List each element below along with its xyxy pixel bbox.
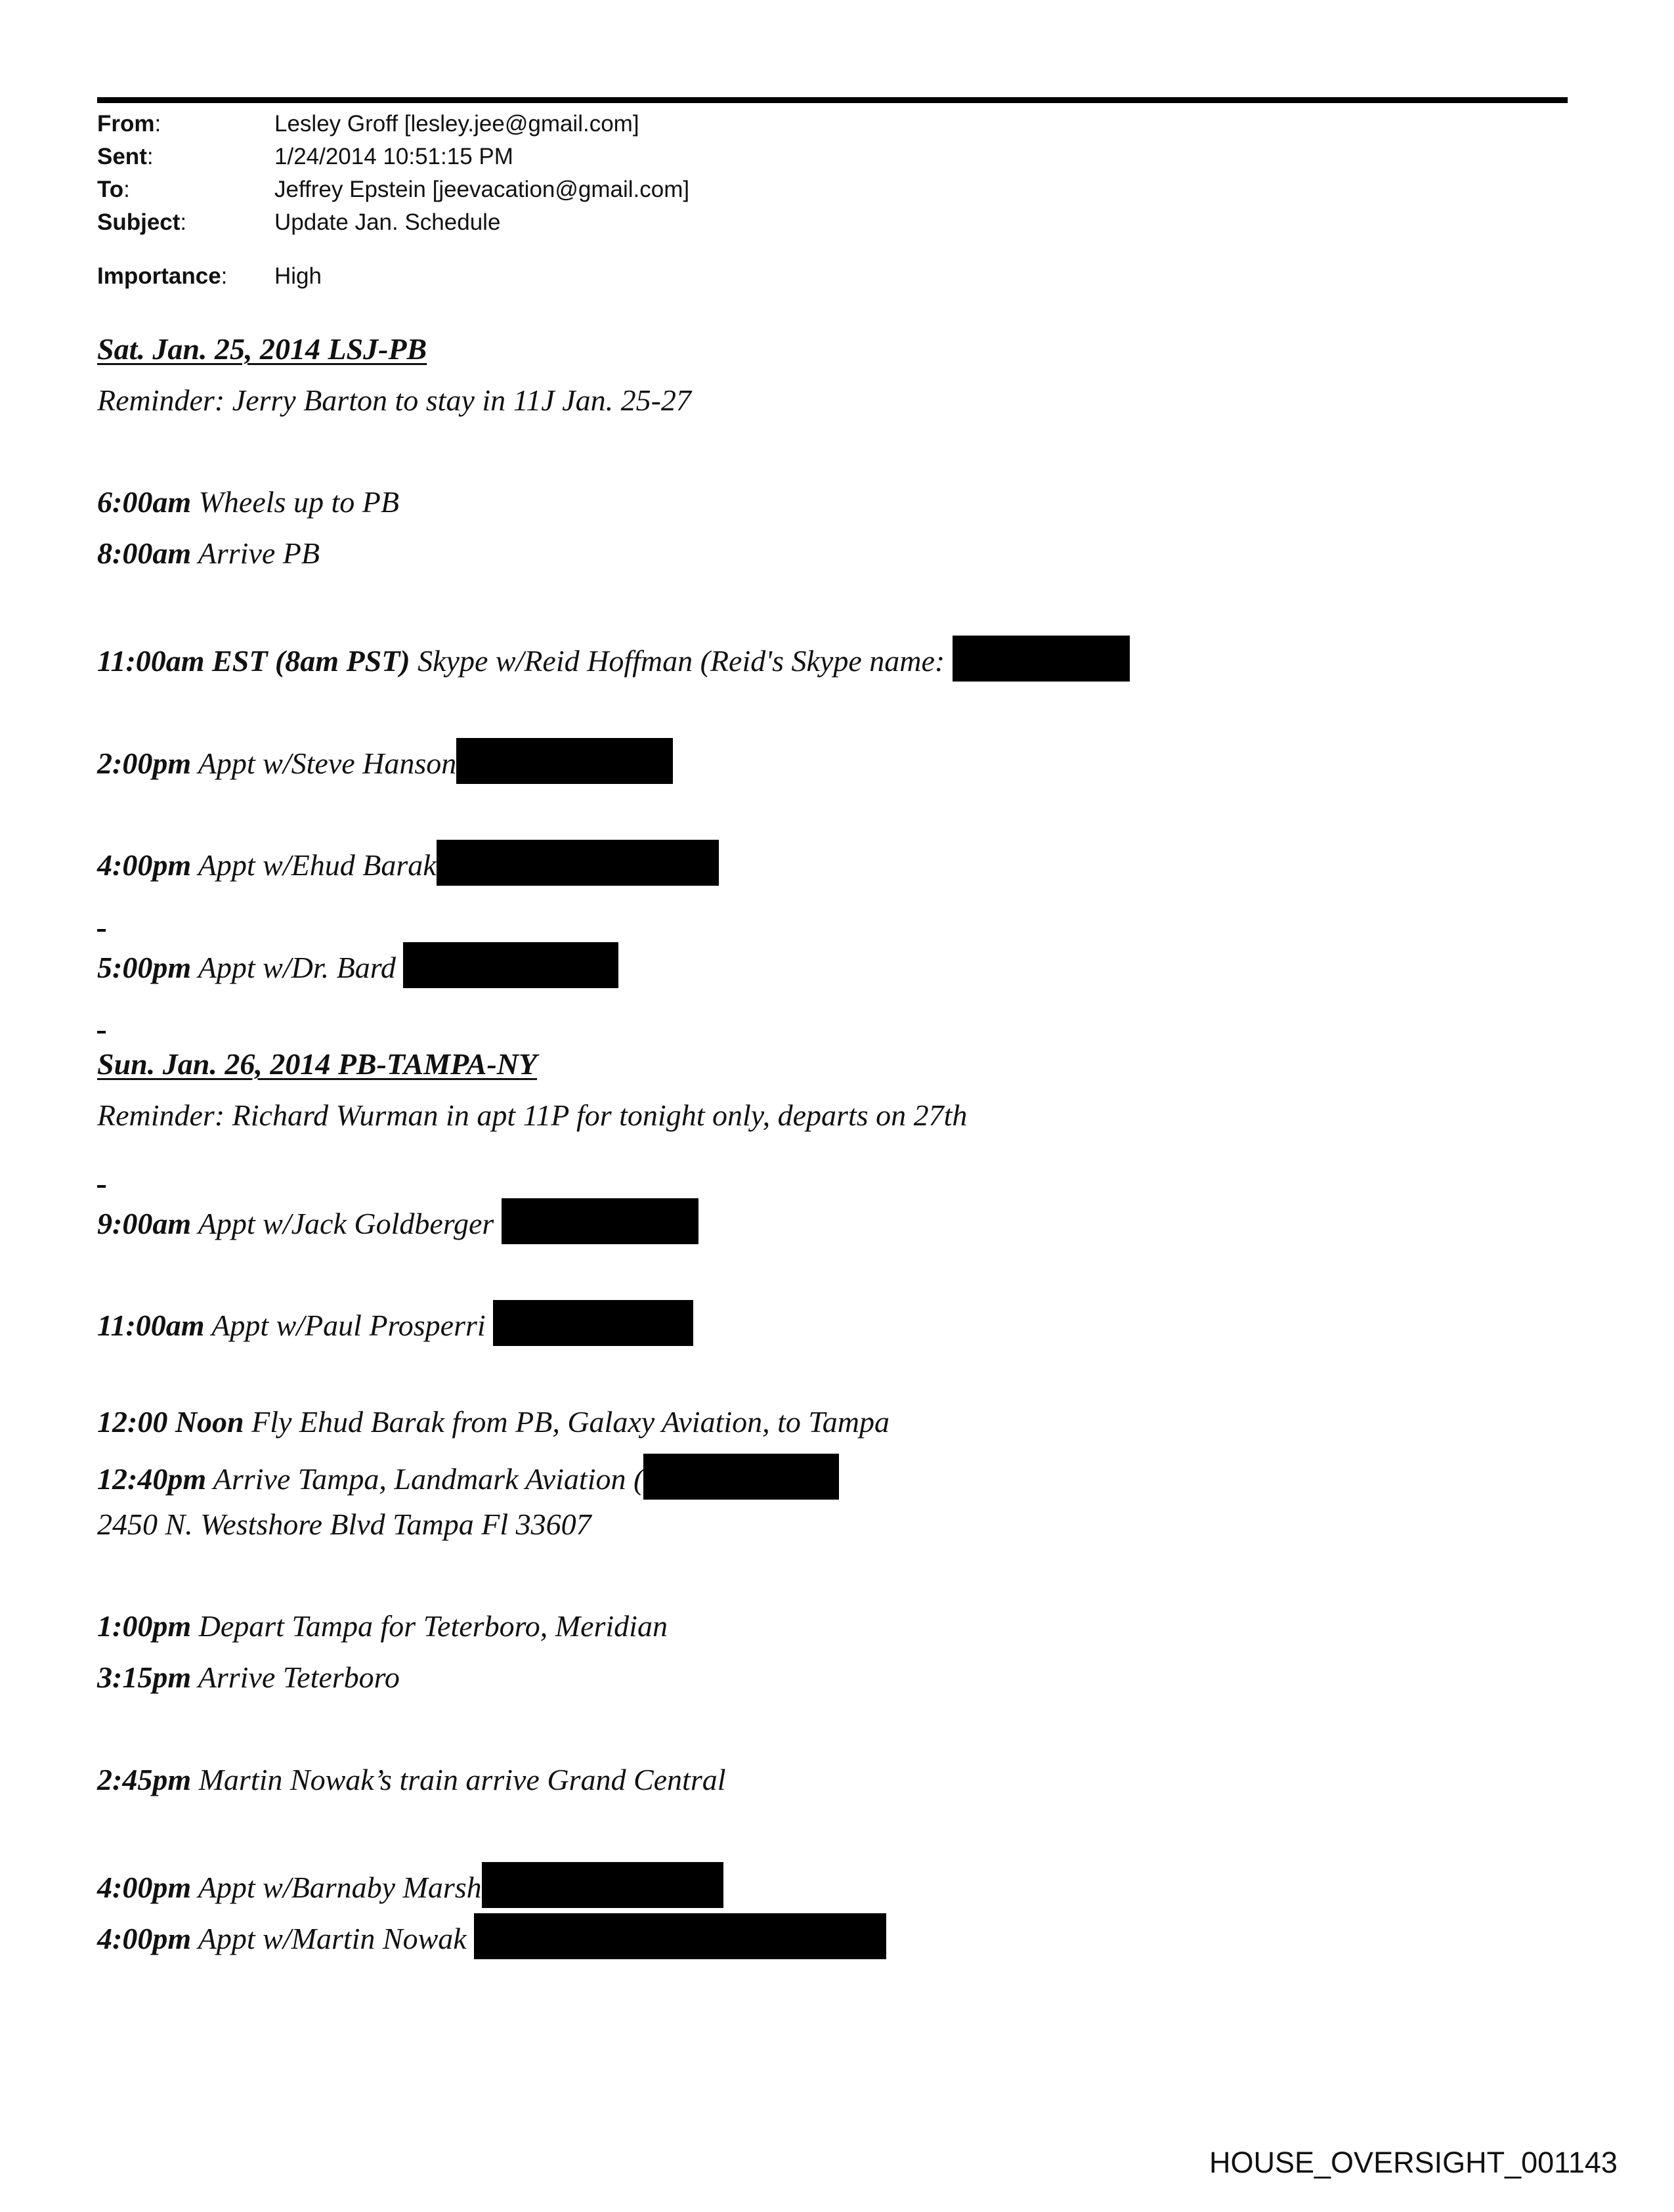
- item-time: 2:00pm: [97, 747, 192, 780]
- dash-mark: [97, 1185, 106, 1188]
- bates-number: HOUSE_OVERSIGHT_001143: [1209, 2146, 1618, 2179]
- item-text: Arrive Tampa, Landmark Aviation (: [206, 1462, 644, 1496]
- item-text: Skype w/Reid Hoffman (Reid's Skype name:: [410, 644, 953, 678]
- item-time: 12:00 Noon: [97, 1405, 244, 1439]
- item-text: Appt w/Jack Goldberger: [191, 1207, 502, 1240]
- to-value: Jeffrey Epstein [jeevacation@gmail.com]: [274, 177, 690, 202]
- redaction-box: [456, 738, 673, 784]
- redaction-box: [474, 1913, 886, 1959]
- item-text: Depart Tampa for Teterboro, Meridian: [191, 1609, 668, 1643]
- schedule-item: [97, 840, 719, 886]
- schedule-item: [97, 636, 1130, 682]
- item-time: 11:00am EST (8am PST): [97, 644, 410, 678]
- schedule-item: [97, 534, 320, 573]
- schedule-item: [97, 1454, 839, 1500]
- sent-label: Sent: [97, 144, 147, 169]
- schedule-item: [97, 483, 399, 522]
- sent-value: 1/24/2014 10:51:15 PM: [274, 144, 513, 169]
- importance-label: Importance: [97, 263, 221, 289]
- schedule-item: [97, 1913, 886, 1959]
- from-value: Lesley Groff [lesley.jee@gmail.com]: [274, 111, 639, 137]
- item-text: Appt w/Martin Nowak: [191, 1922, 475, 1955]
- item-time: 1:00pm: [97, 1609, 192, 1643]
- schedule-item: [97, 1402, 890, 1442]
- redaction-box: [437, 840, 719, 886]
- header-rule: [97, 97, 1568, 103]
- item-text: Appt w/Steve Hanson: [191, 747, 457, 780]
- item-text: Arrive PB: [191, 536, 320, 570]
- day1-reminder: Reminder: Jerry Barton to stay in 11J Jan. 25-27: [97, 383, 691, 417]
- schedule-item: [97, 942, 618, 988]
- day2-reminder: Reminder: Richard Wurman in apt 11P for tonight only, departs on 27th: [97, 1098, 968, 1132]
- subject-value: Update Jan. Schedule: [274, 209, 501, 235]
- item-time: 4:00pm: [97, 848, 192, 882]
- day2-heading: Sun. Jan. 26, 2014 PB-TAMPA-NY: [97, 1047, 538, 1081]
- address-line: [97, 1505, 591, 1544]
- item-time: 12:40pm: [97, 1462, 207, 1496]
- item-time: 3:15pm: [97, 1660, 192, 1694]
- redaction-box: [403, 942, 618, 988]
- item-time: 4:00pm: [97, 1871, 192, 1904]
- item-text: Appt w/Paul Prosperri: [204, 1309, 494, 1342]
- item-time: 11:00am: [97, 1309, 205, 1342]
- item-text: Appt w/Dr. Bard: [191, 951, 404, 984]
- schedule-item: [97, 1658, 400, 1697]
- day1-heading: Sat. Jan. 25, 2014 LSJ-PB: [97, 332, 427, 366]
- schedule-item: [97, 1300, 693, 1346]
- item-text: Wheels up to PB: [191, 485, 399, 519]
- item-time: 5:00pm: [97, 951, 192, 984]
- item-text: Fly Ehud Barak from PB, Galaxy Aviation, to Tampa: [244, 1405, 890, 1439]
- redaction-box: [493, 1300, 693, 1346]
- dash-mark: [97, 929, 106, 932]
- item-text: Arrive Teterboro: [191, 1660, 400, 1694]
- schedule-item: [97, 1862, 723, 1908]
- importance-value: High: [274, 263, 322, 289]
- schedule-item: [97, 738, 673, 784]
- item-text: 2450 N. Westshore Blvd Tampa Fl 33607: [97, 1507, 591, 1541]
- schedule-item: [97, 1760, 726, 1800]
- item-time: 6:00am: [97, 485, 192, 519]
- item-time: 8:00am: [97, 536, 192, 570]
- schedule-item: [97, 1607, 668, 1646]
- item-time: 9:00am: [97, 1207, 192, 1240]
- item-text: Appt w/Barnaby Marsh: [191, 1871, 482, 1904]
- dash-mark: [97, 1031, 106, 1033]
- schedule-item: [97, 1198, 698, 1244]
- to-label: To: [97, 177, 124, 202]
- item-text: Appt w/Ehud Barak: [191, 848, 437, 882]
- item-text: Martin Nowak’s train arrive Grand Central: [191, 1763, 726, 1796]
- from-label: From: [97, 111, 155, 137]
- redaction-box: [502, 1198, 698, 1244]
- redaction-box: [643, 1454, 839, 1500]
- redaction-box: [482, 1862, 723, 1908]
- item-time: 2:45pm: [97, 1763, 192, 1796]
- redaction-box: [953, 636, 1130, 682]
- item-time: 4:00pm: [97, 1922, 192, 1955]
- subject-label: Subject: [97, 209, 181, 235]
